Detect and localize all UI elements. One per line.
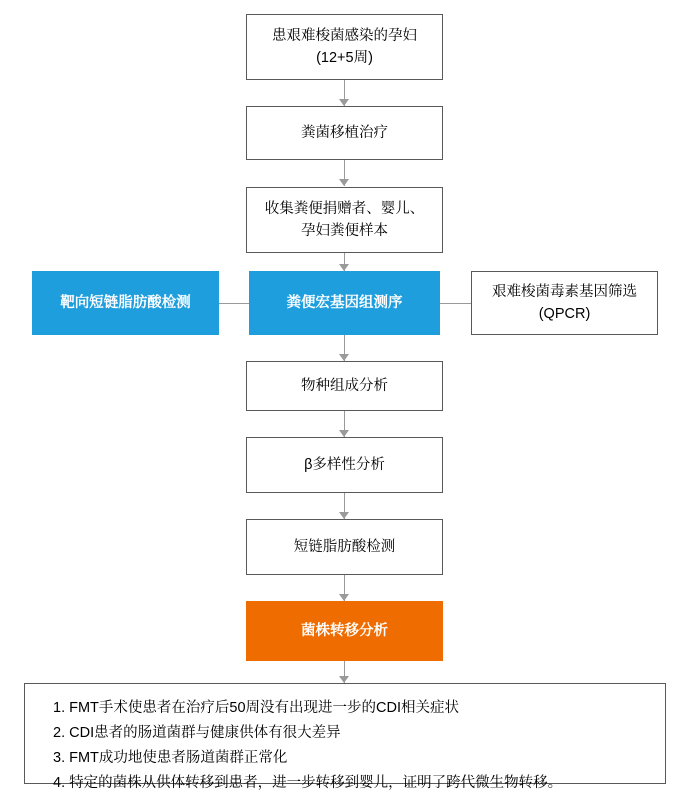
summary-item-1: 1. FMT手术使患者在治疗后50周没有出现进一步的CDI相关症状	[53, 700, 460, 716]
node-beta[interactable]	[246, 437, 443, 493]
node-scfa-targeted-line-1: 靶向短链脂肪酸检测	[60, 294, 191, 311]
node-collect-line-2: 孕妇粪便样本	[301, 223, 388, 239]
node-collect-line-1: 收集粪便捐赠者、婴儿、	[264, 200, 425, 217]
node-scfa[interactable]	[246, 519, 443, 575]
node-patient-line-2: (12+5周)	[316, 50, 373, 66]
node-patient[interactable]	[246, 14, 443, 80]
node-fmt-line-1: 粪菌移植治疗	[301, 124, 388, 141]
arrow-strain-summary	[339, 676, 349, 683]
node-species[interactable]	[246, 361, 443, 411]
connector-metagenome-scfa-targeted	[218, 303, 250, 304]
node-qpcr-line-2: (QPCR)	[538, 306, 591, 322]
arrow-patient-fmt	[339, 99, 349, 106]
node-qpcr[interactable]	[471, 271, 658, 335]
node-patient-line-1: 患艰难梭菌感染的孕妇	[272, 27, 417, 44]
arrow-beta-scfa	[339, 512, 349, 519]
arrow-metagenome-species	[339, 354, 349, 361]
node-scfa-targeted[interactable]	[32, 271, 219, 335]
node-metagenome-line-1: 粪便宏基因组测序	[286, 294, 403, 311]
arrow-collect-metagenome	[339, 264, 349, 271]
arrow-fmt-collect	[339, 179, 349, 186]
arrow-scfa-strain	[339, 594, 349, 601]
node-scfa-line-1: 短链脂肪酸检测	[293, 538, 396, 555]
node-strain[interactable]	[246, 601, 443, 661]
node-fmt[interactable]	[246, 106, 443, 160]
node-metagenome[interactable]	[249, 271, 440, 335]
summary-box	[24, 683, 666, 791]
summary-item-2: 2. CDI患者的肠道菌群与健康供体有很大差异	[53, 724, 341, 741]
summary-item-3: 3. FMT成功地使患者肠道菌群正常化	[53, 749, 288, 766]
node-qpcr-line-1: 艰难梭菌毒素基因筛选	[492, 283, 637, 300]
node-strain-line-1: 菌株转移分析	[301, 622, 388, 639]
node-beta-line-1: β多样性分析	[304, 456, 385, 473]
node-species-line-1: 物种组成分析	[301, 377, 388, 394]
summary-item-4: 4. 特定的菌株从供体转移到患者，进一步转移到婴儿，证明了跨代微生物转移。	[53, 774, 563, 791]
connector-metagenome-qpcr	[440, 303, 472, 304]
node-collect[interactable]	[246, 187, 443, 253]
arrow-species-beta	[339, 430, 349, 437]
